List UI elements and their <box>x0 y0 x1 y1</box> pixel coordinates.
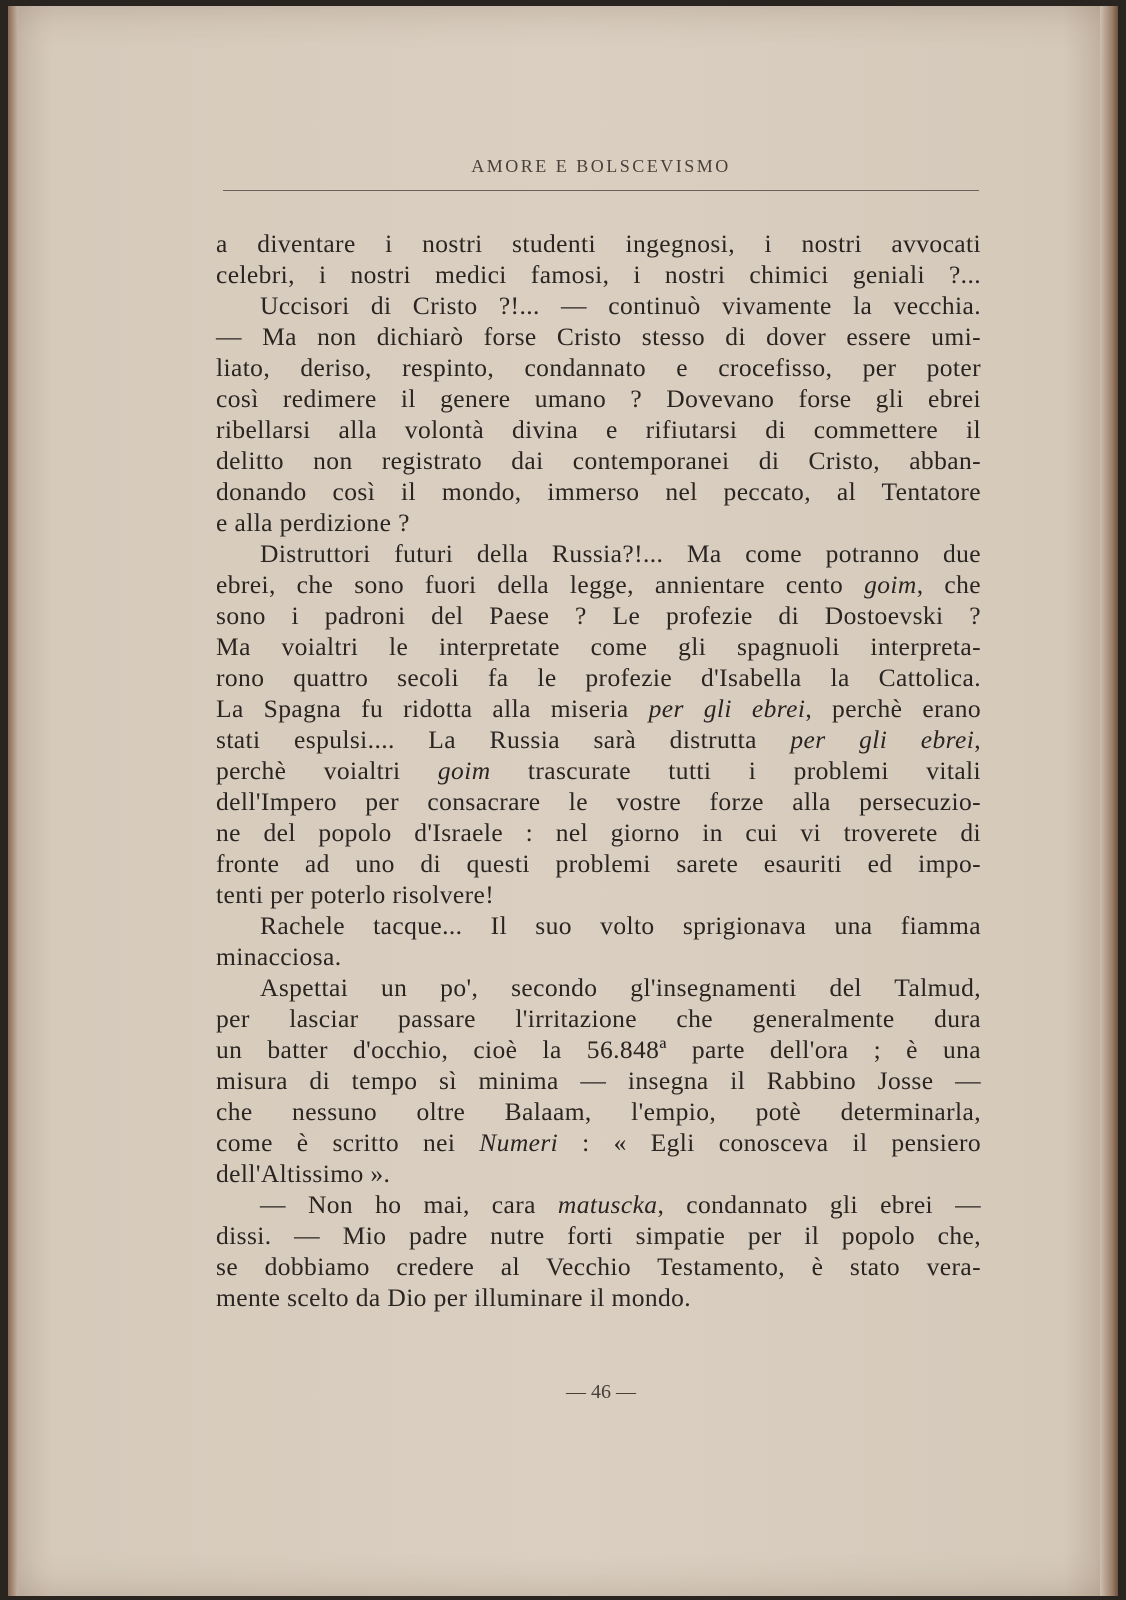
text-segment: trascurate tutti i problemi vitali <box>490 756 982 785</box>
body-text <box>216 228 981 1313</box>
italic-word: Numeri <box>479 1128 559 1157</box>
text-segment: , perchè erano <box>805 694 981 723</box>
text-segment: ebrei, che sono fuori della legge, annientare cento <box>216 570 865 599</box>
text-line: liato, deriso, respinto, condannato e crocefisso, per poter <box>216 353 981 382</box>
text-line: mente scelto da Dio per illuminare il mondo. <box>216 1283 692 1312</box>
text-segment: La Spagna fu ridotta alla miseria <box>216 694 649 723</box>
header-rule <box>223 190 979 191</box>
italic-word: goim <box>864 570 917 599</box>
text-line <box>216 1189 981 1220</box>
book-page <box>8 6 1118 1596</box>
text-line: delitto non registrato dai contemporanei di Cristo, abban- <box>216 446 981 475</box>
text-line: Aspettai un po', secondo gl'insegnamenti del Talmud, <box>260 973 981 1002</box>
text-line <box>216 693 981 724</box>
text-line: minacciosa. <box>216 942 342 971</box>
text-line <box>216 569 981 600</box>
italic-word: per gli ebrei <box>790 725 975 754</box>
page-right-edge <box>1100 6 1118 1596</box>
text-line <box>216 1127 981 1158</box>
text-line <box>216 755 981 786</box>
text-line: donando così il mondo, immerso nel peccato, al Tentatore <box>216 477 981 506</box>
text-line: fronte ad uno di questi problemi sarete esauriti ed impo- <box>216 849 981 878</box>
text-line: così redimere il genere umano ? Dovevano forse gli ebrei <box>216 384 981 413</box>
text-line: misura di tempo sì minima — insegna il Rabbino Josse — <box>216 1066 981 1095</box>
text-line: dell'Impero per consacrare le vostre forze alla persecuzio- <box>216 787 981 816</box>
text-line: Rachele tacque... Il suo volto sprigionava una fiamma <box>260 911 981 940</box>
text-line: celebri, i nostri medici famosi, i nostri chimici geniali ?... <box>216 260 981 289</box>
running-header: AMORE E BOLSCEVISMO <box>471 156 731 176</box>
text-line: se dobbiamo credere al Vecchio Testamento, è stato vera- <box>216 1252 981 1281</box>
text-line <box>216 724 981 755</box>
text-segment: stati espulsi.... La Russia sarà distrutta <box>216 725 791 754</box>
text-line: ne del popolo d'Israele : nel giorno in cui vi troverete di <box>216 818 981 847</box>
text-line: tenti per poterlo risolvere! <box>216 880 495 909</box>
page-number: — 46 — <box>566 1381 636 1403</box>
text-segment: — Non ho mai, cara <box>260 1190 558 1219</box>
text-segment: , che <box>916 570 981 599</box>
text-segment: come è scritto nei <box>216 1128 480 1157</box>
text-line: per lasciar passare l'irritazione che generalmente dura <box>216 1004 981 1033</box>
text-line: dissi. — Mio padre nutre forti simpatie per il popolo che, <box>216 1221 981 1250</box>
text-line: — Ma non dichiarò forse Cristo stesso di dover essere umi- <box>216 322 981 351</box>
text-line: e alla perdizione ? <box>216 508 410 537</box>
text-segment: , <box>974 725 982 754</box>
text-line: Uccisori di Cristo ?!... — continuò vivamente la vecchia. <box>260 291 981 320</box>
text-line: che nessuno oltre Balaam, l'empio, potè determinarla, <box>216 1097 981 1126</box>
text-segment: perchè voialtri <box>216 756 438 785</box>
page-left-edge <box>8 6 18 1596</box>
text-segment: , condannato gli ebrei — <box>657 1190 982 1219</box>
italic-word: per gli ebrei <box>648 694 806 723</box>
text-line: Distruttori futuri della Russia?!... Ma come potranno due <box>260 539 981 568</box>
text-line: un batter d'occhio, cioè la 56.848ª parte dell'ora ; è una <box>216 1035 981 1064</box>
italic-word: matuscka <box>557 1190 658 1219</box>
italic-word: goim <box>437 756 491 785</box>
text-line: a diventare i nostri studenti ingegnosi, i nostri avvocati <box>216 229 981 258</box>
text-line: Ma voialtri le interpretate come gli spagnuoli interpreta- <box>216 632 981 661</box>
text-line: dell'Altissimo ». <box>216 1159 391 1188</box>
text-segment: : « Egli conosceva il pensiero <box>558 1128 982 1157</box>
text-line: rono quattro secoli fa le profezie d'Isabella la Cattolica. <box>216 663 981 692</box>
text-line: sono i padroni del Paese ? Le profezie di Dostoevski ? <box>216 601 981 630</box>
text-line: ribellarsi alla volontà divina e rifiutarsi di commettere il <box>216 415 981 444</box>
